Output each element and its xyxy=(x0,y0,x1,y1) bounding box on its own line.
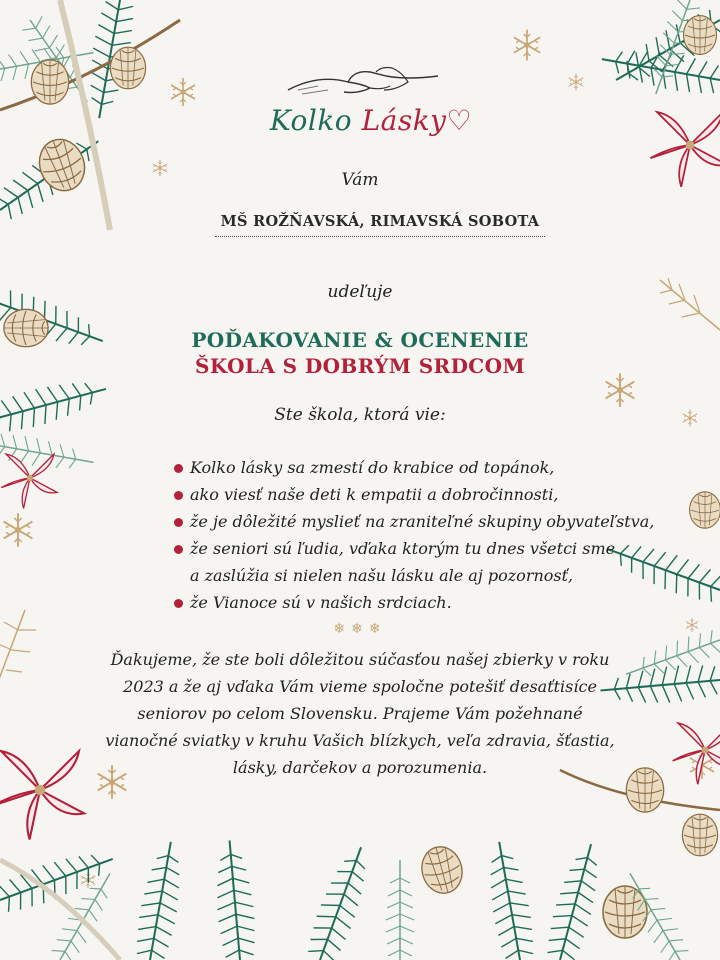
hands-drawing-icon xyxy=(258,60,478,110)
logo xyxy=(258,60,478,160)
list-item-text-continued: a zaslúžia si nielen našu lásku ale aj pozornosť, xyxy=(190,566,574,585)
achievement-list xyxy=(174,454,704,616)
bullet-icon xyxy=(174,491,183,500)
list-item-text: že Vianoce sú v našich srdciach. xyxy=(190,593,452,612)
bullet-icon xyxy=(174,518,183,527)
closing-line: vianočné sviatky v kruhu Vašich blízkych, veľa zdravia, šťastia, xyxy=(105,731,615,750)
list-item xyxy=(174,454,704,481)
logo-text-part2: Lásky xyxy=(361,104,447,137)
heart-icon: ♡ xyxy=(446,104,473,137)
list-item-text: ako viesť naše deti k empatii a dobročinnosti, xyxy=(190,485,559,504)
logo-text-part1: Kolko xyxy=(269,104,362,137)
award-subtitle: ŠKOLA S DOBRÝM SRDCOM xyxy=(194,354,525,378)
award-title: POĎAKOVANIE & OCENENIE xyxy=(191,328,529,352)
snowflake-divider-icon: ❄❄❄ xyxy=(333,621,387,637)
award-verb: udeľuje xyxy=(327,282,393,302)
recipient-name: MŠ ROŽŇAVSKÁ, RIMAVSKÁ SOBOTA xyxy=(215,213,545,237)
list-item-text: že seniori sú ľudia, vďaka ktorým tu dnes všetci sme xyxy=(190,539,616,558)
list-item xyxy=(174,508,704,535)
closing-line: lásky, darčekov a porozumenia. xyxy=(232,758,488,777)
closing-message xyxy=(95,646,625,781)
bullet-icon xyxy=(174,464,183,473)
intro-text: Ste škola, ktorá vie: xyxy=(274,405,446,425)
list-item xyxy=(174,589,704,616)
logo-text xyxy=(266,104,476,137)
bullet-icon xyxy=(174,545,183,554)
bullet-icon xyxy=(174,599,183,608)
closing-line: seniorov po celom Slovensku. Prajeme Vám požehnané xyxy=(137,704,583,723)
list-item-text: že je dôležité myslieť na zraniteľné skupiny obyvateľstva, xyxy=(190,512,655,531)
list-item-text: Kolko lásky sa zmestí do krabice od topánok, xyxy=(190,458,555,477)
list-item xyxy=(174,481,704,508)
closing-line: 2023 a že aj vďaka Vám vieme spoločne potešiť desaťtisíce xyxy=(123,677,597,696)
list-item xyxy=(174,535,704,589)
greeting: Vám xyxy=(341,170,379,190)
closing-line: Ďakujeme, že ste boli dôležitou súčasťou našej zbierky v roku xyxy=(110,650,610,669)
